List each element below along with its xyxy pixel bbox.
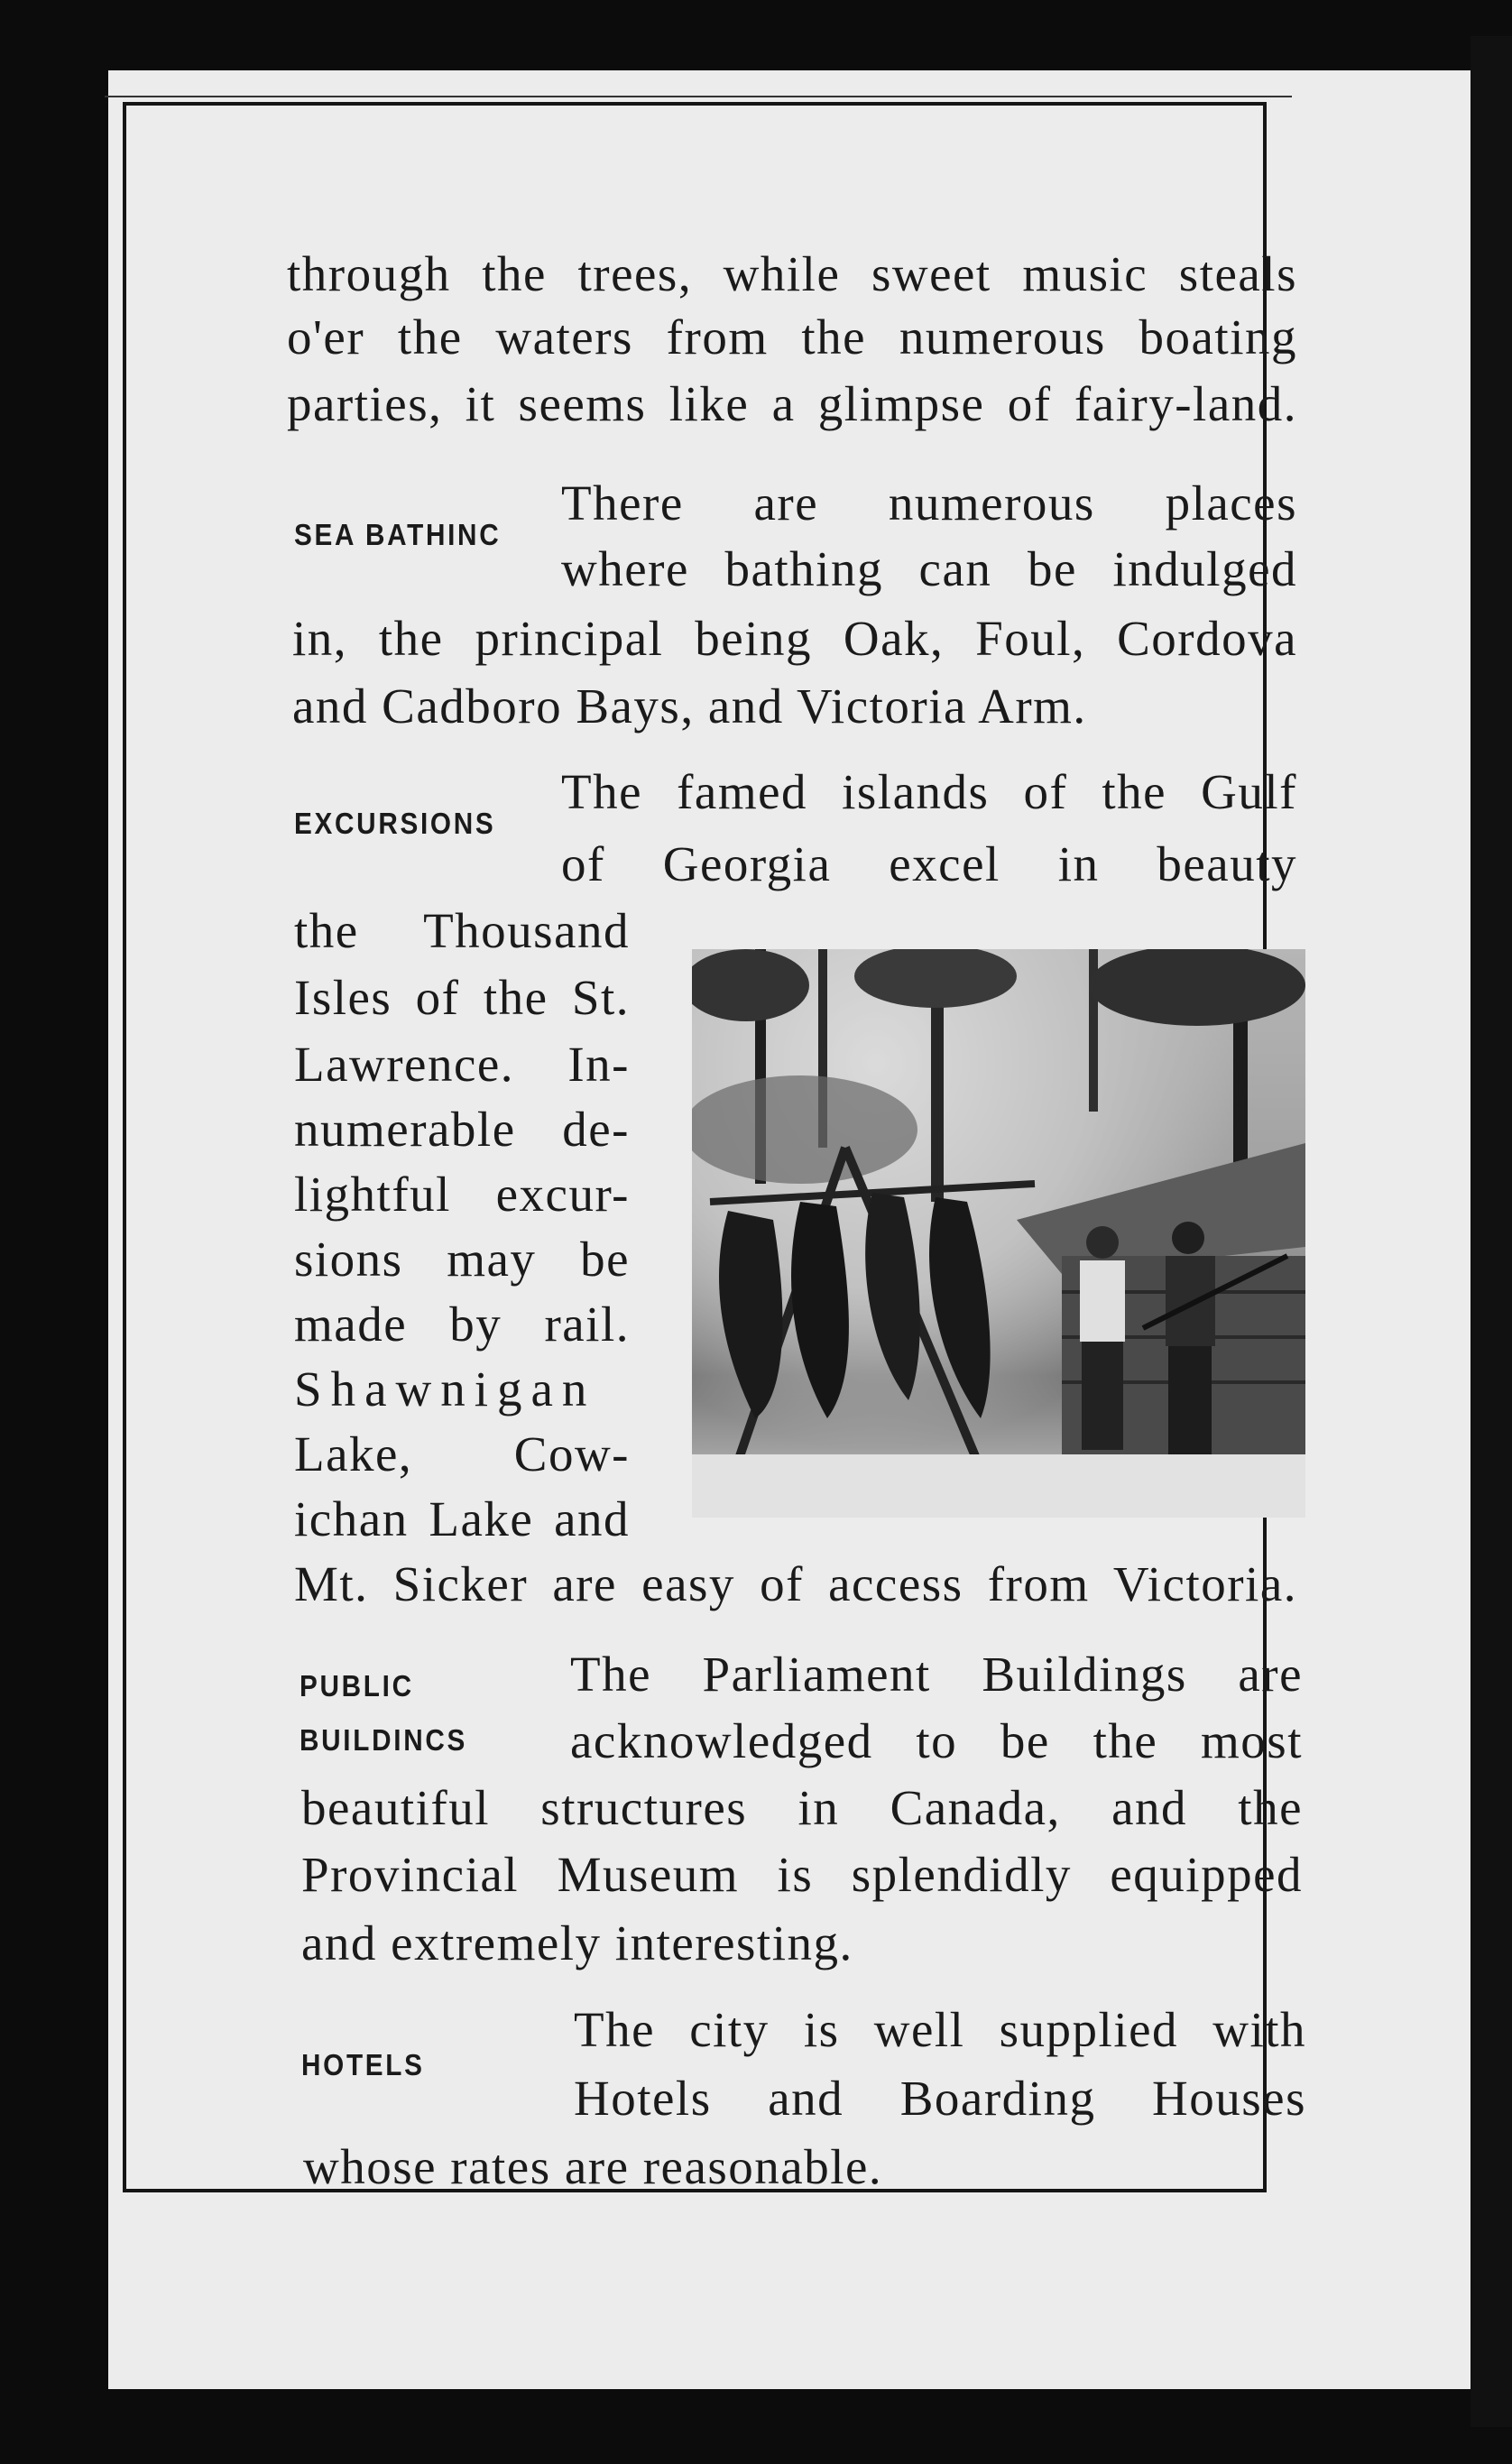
column-line: the Thousand <box>294 903 630 958</box>
body-line: beautiful structures in Canada, and the <box>301 1780 1303 1835</box>
column-line: Lawrence. In- <box>294 1037 630 1092</box>
body-line: The famed islands of the Gulf <box>561 764 1297 819</box>
sidehead-sea-bathing: SEA BATHINC <box>294 518 502 551</box>
sidehead-excursions: EXCURSIONS <box>294 807 496 840</box>
photo-illustration <box>692 949 1305 1518</box>
body-line: through the trees, while sweet music steals <box>287 246 1297 301</box>
column-line: ichan Lake and <box>294 1491 630 1546</box>
column-line: numerable de- <box>294 1102 630 1157</box>
body-line: in, the principal being Oak, Foul, Cordova <box>292 611 1297 666</box>
body-line: Provincial Museum is splendidly equipped <box>301 1847 1303 1902</box>
body-line: Hotels and Boarding Houses <box>574 2071 1306 2126</box>
body-line: whose rates are reasonable. <box>303 2139 883 2194</box>
column-line: Shawnigan <box>294 1361 596 1417</box>
sidehead-buildings: BUILDINCS <box>300 1723 468 1757</box>
body-line: Mt. Sicker are easy of access from Victoria. <box>294 1556 1297 1611</box>
body-line: The Parliament Buildings are <box>570 1647 1303 1702</box>
column-line: lightful excur- <box>294 1167 630 1222</box>
body-line: and extremely interesting. <box>301 1915 853 1970</box>
body-line: The city is well supplied with <box>574 2002 1306 2057</box>
body-line: parties, it seems like a glimpse of fairy-land. <box>287 376 1297 431</box>
page-edge-dark <box>1471 36 1512 2427</box>
column-line: made by rail. <box>294 1297 630 1352</box>
body-line: acknowledged to be the most <box>570 1713 1303 1768</box>
sidehead-hotels: HOTELS <box>301 2048 425 2081</box>
sidehead-public: PUBLIC <box>300 1669 414 1703</box>
column-line: Lake, Cow- <box>294 1426 630 1481</box>
body-line: o'er the waters from the numerous boating <box>287 309 1297 365</box>
column-line: Isles of the St. <box>294 970 630 1025</box>
body-line: of Georgia excel in beauty <box>561 836 1297 891</box>
body-line: and Cadboro Bays, and Victoria Arm. <box>292 678 1087 734</box>
body-line: There are numerous places <box>561 475 1297 531</box>
hunting-camp-photo <box>692 949 1305 1518</box>
frame-top-rule <box>105 96 1292 97</box>
body-line: where bathing can be indulged <box>561 541 1297 596</box>
column-line: sions may be <box>294 1232 630 1287</box>
